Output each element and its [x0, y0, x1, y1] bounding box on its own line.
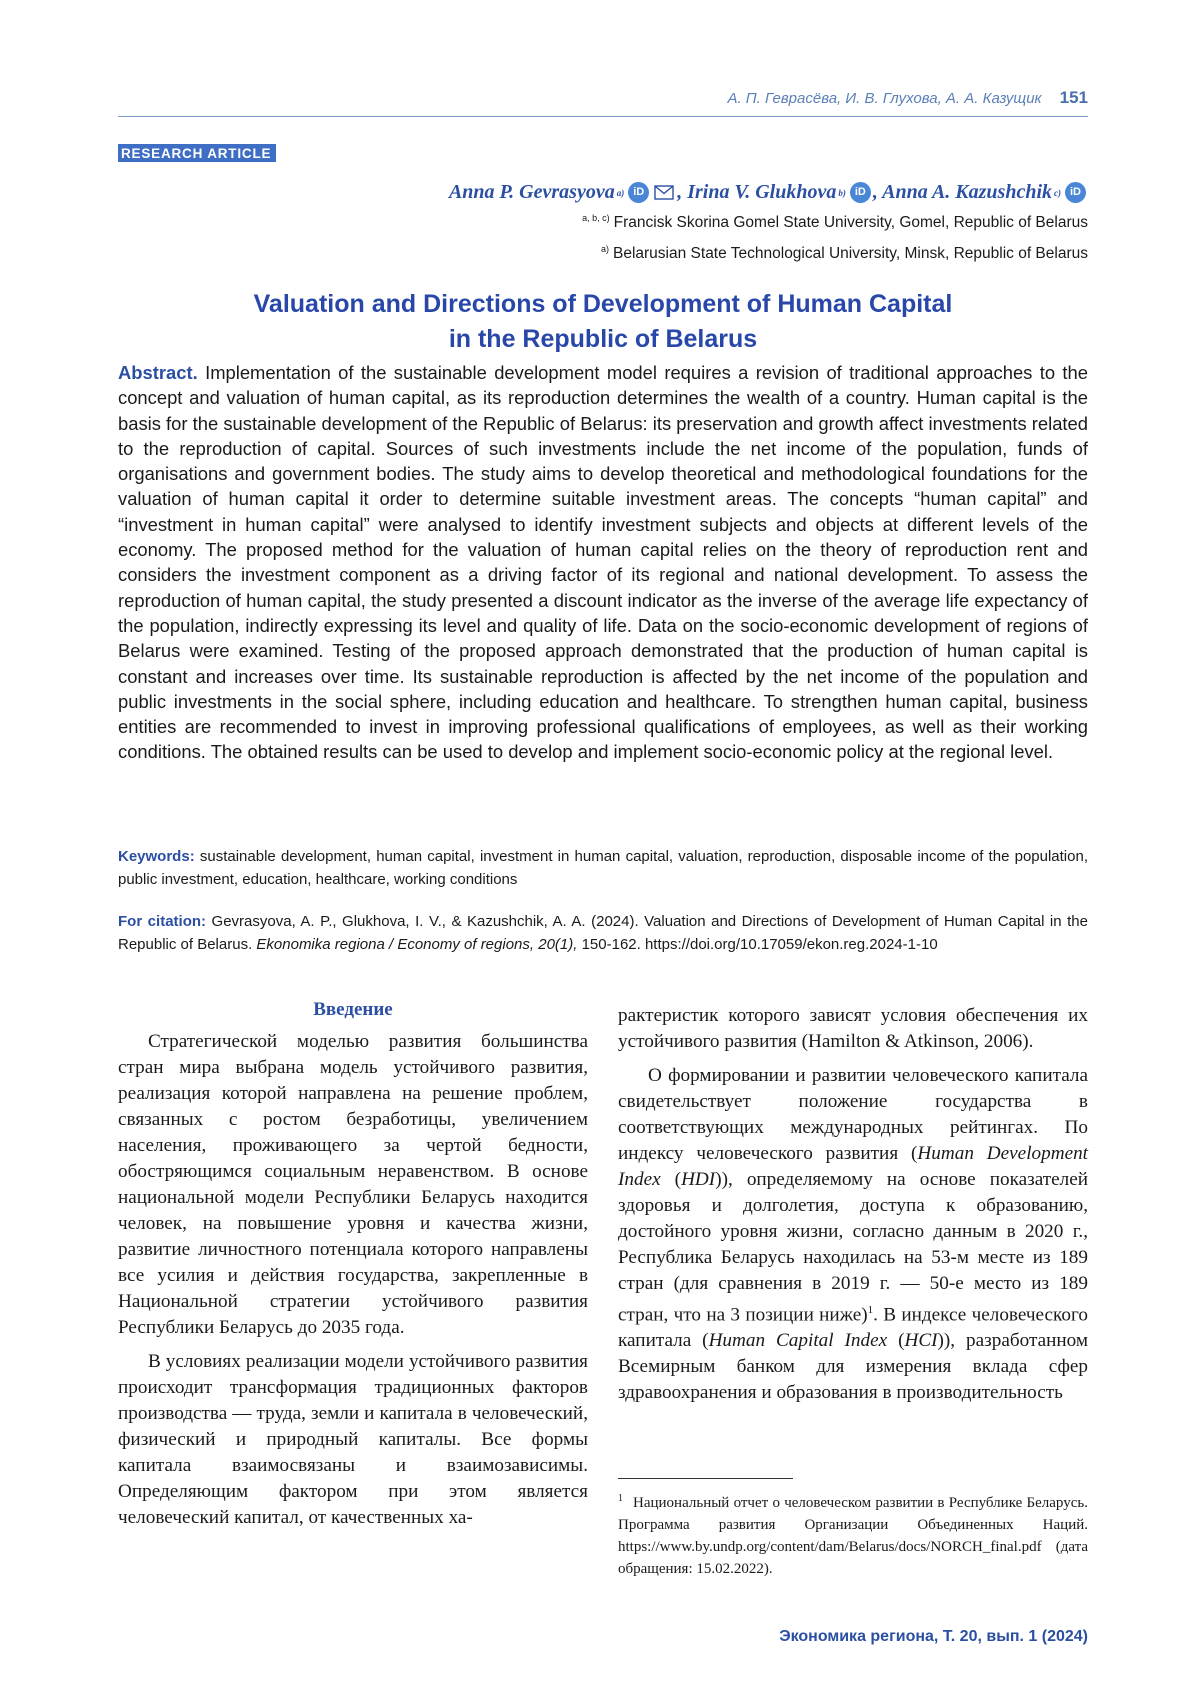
citation-text: Gevrasyova, A. P., Glukhova, I. V., & Kazushchik, A. A. (2024). Valuation and Directions of Development of Human Capital in the Republic of Belarus.: [118, 913, 1088, 953]
page-number: 151: [1059, 88, 1088, 107]
paragraph: рактеристик которого зависят условия обеспечения их устойчивого развития (Hamilton & Atkinson, 2006).: [618, 1005, 1088, 1052]
journal-footer: Экономика региона, Т. 20, вып. 1 (2024): [779, 1628, 1088, 1645]
author-mark: c): [1054, 187, 1061, 198]
section-heading: Введение: [313, 999, 393, 1020]
keywords-label: Keywords:: [118, 848, 195, 865]
abstract: [118, 360, 1088, 765]
affiliation: [582, 213, 1088, 232]
paragraph-text: )), определяемому на основе показателей здоровья и долголетия, доступа к образованию, достойного уровня жизни, согласно данным в 2020 г., Республика Беларусь находилась на 53-м месте из 189 стран (для сравнения в 2019 г. — 50-е место из 189 стран, что на 3 позиции ниже): [618, 1169, 1088, 1326]
paragraph-text: . В индексе человеческого капитала (: [618, 1304, 1088, 1352]
paragraph: В условиях реализации модели устойчивого развития происходит трансформация традиционных факторов производства — труда, земли и капитала в человеческий, физический и природный капиталы. Все формы капитала взаимосвязаны и взаимозависимы. Определяющим фактором при этом является человеческий капитал, от качественных ха-: [118, 1351, 588, 1528]
author-line: [449, 181, 1088, 204]
author-name[interactable]: , Irina V. Glukhova: [677, 181, 837, 203]
header-divider: [118, 116, 1088, 117]
affiliation-mark: a): [600, 244, 609, 254]
abstract-label: Abstract.: [118, 362, 198, 383]
affiliation-text: Belarusian State Technological University, Minsk, Republic of Belarus: [613, 245, 1088, 263]
footnote-ref[interactable]: 1: [867, 1304, 874, 1316]
running-head: [727, 88, 1088, 108]
article-page: [118, 0, 1088, 1699]
affiliation-mark: a, b, c): [582, 213, 610, 223]
article-title: [118, 287, 1088, 357]
footnote-mark: 1: [618, 1493, 623, 1504]
author-name[interactable]: , Anna A. Kazushchik: [872, 181, 1052, 203]
footnote-divider: [618, 1478, 793, 1479]
mail-icon[interactable]: [654, 185, 674, 200]
paragraph: Стратегической моделью развития большинства стран мира выбрана модель устойчивого развития, реализация которой направлена на решение проблем, связанных с ростом безработицы, увеличением населения, проживающего за чертой бедности, обостряющимся социальным неравенством. В основе национальной модели Республики Беларусь находится человек, на повышение уровня и качества жизни, развитие личностного потенциала которого направлены все усилия и действия государства, закрепленные в Национальной стратегии устойчивого развития Республики Беларусь до 2035 года.: [118, 1031, 588, 1338]
orcid-icon[interactable]: iD: [850, 182, 871, 203]
paragraph-text: )), разработанном Всемирным банком для измерения вклада сфер здравоохранения и образования в производительность: [618, 1330, 1088, 1404]
affiliation-text: Francisk Skorina Gomel State University, Gomel, Republic of Belarus: [613, 214, 1088, 232]
author-name[interactable]: Anna P. Gevrasyova: [448, 181, 615, 203]
title-line: Valuation and Directions of Development of Human Capital: [253, 290, 953, 318]
paragraph-text: (: [887, 1330, 905, 1352]
orcid-icon[interactable]: iD: [628, 182, 649, 203]
index-name: Human Development Index: [618, 1143, 1089, 1190]
index-name: Human Capital Index: [708, 1330, 888, 1352]
paragraph: [618, 1063, 1088, 1406]
body-column-left: [118, 997, 588, 1539]
author-mark: b): [838, 187, 846, 198]
orcid-icon[interactable]: iD: [1065, 182, 1086, 203]
citation: [118, 910, 1088, 956]
title-line: in the Republic of Belarus: [448, 325, 758, 353]
affiliation: [601, 244, 1088, 263]
index-abbr: HDI: [681, 1169, 716, 1190]
paragraph-text: О формировании и развитии человеческого капитала свидетельствует положение государства в соответствующих международных рейтингах. По индексу человеческого развития (: [618, 1065, 1088, 1164]
keywords: [118, 845, 1088, 891]
keywords-text: sustainable development, human capital, investment in human capital, valuation, reproduction, disposable income of the population, public investment, education, healthcare, working conditions: [118, 848, 1088, 888]
paragraph-text: (: [660, 1169, 682, 1190]
body-column-right: [618, 1003, 1088, 1414]
footnote-text: Национальный отчет о человеческом развитии в Республике Беларусь. Программа развития Организации Объединенных Наций. https://www.by.undp.org/content/dam/Belarus/docs/NORCH_final.pdf (дата обращения: 15.02.2022).: [618, 1495, 1088, 1577]
article-type-badge: RESEARCH ARTICLE: [118, 144, 276, 162]
author-mark: a): [616, 187, 625, 198]
index-abbr: HCI: [904, 1330, 938, 1352]
running-head-authors: А. П. Геврасёва, И. В. Глухова, А. А. Казущик: [727, 90, 1042, 107]
citation-journal: Ekonomika regiona / Economy of regions, 20(1),: [256, 936, 578, 953]
footnote: [618, 1488, 1088, 1580]
abstract-text: Implementation of the sustainable development model requires a revision of traditional approaches to the concept and valuation of human capital, as its reproduction determines the wealth of a country. Human capital is the basis for the sustainable development of the Republic of Belarus: its preservation and growth affect investments related to the reproduction of capital. Sources of such investments include the net income of the population, funds of organisations and government bodies. The study aims to develop theoretical and methodological foundations for the valuation of human capital it order to determine suitable investment areas. The concepts “human capital” and “investment in human capital” were analysed to identify investment subjects and objects at different levels of the economy. The proposed method for the valuation of human capital relies on the theory of reproduction rent and considers the investment component as a driving factor of its regional and national development. To assess the reproduction of human capital, the study presented a discount indicator as the inverse of the average life expectancy of the population, indirectly expressing its level and quality of life. Data on the socio-economic development of regions of Belarus were examined. Testing of the proposed approach demonstrated that the production of human capital is constant and increases over time. Its sustainable reproduction is affected by the net income of the population and public investments in the social sphere, including education and healthcare. To strengthen human capital, business entities are recommended to invest in improving professional qualifications of employees, as well as their working conditions. The obtained results can be used to develop and implement socio-economic policy at the regional level.: [118, 362, 1088, 763]
citation-label: For citation:: [118, 913, 207, 930]
citation-doi[interactable]: 150-162. https://doi.org/10.17059/ekon.reg.2024-1-10: [577, 936, 938, 953]
